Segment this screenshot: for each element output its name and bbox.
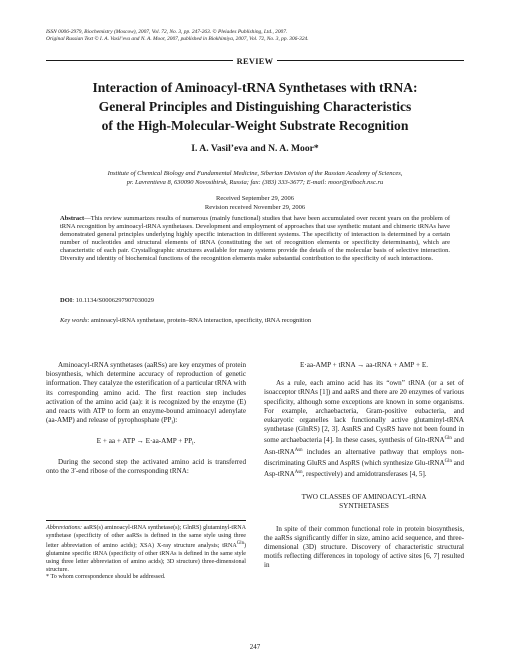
doi-label: DOI (60, 297, 73, 304)
isoacceptor-paragraph (264, 379, 464, 479)
affiliation-line-1: Institute of Chemical Biology and Fundamental Medicine, Siberian Division of the Russian Academy of Sciences, (107, 170, 403, 177)
intro-text: Aminoacyl-tRNA synthetases (aaRSs) are key enzymes of protein biosynthesis, which determine accuracy of reproduction of genetic information. They catalyze the esterification of a particular tRNA with its corresponding amino acid. The first reaction step includes activation of the amino acid (aa): it is recognized by the enzyme (E) and reacts with ATP to form an enzyme-bound aminoacyl adenylate (aa-AMP) and release of pyrophosphate (PP (46, 361, 246, 425)
left-column (46, 361, 246, 476)
revised-date: Revision received November 29, 2006 (204, 204, 306, 211)
keywords (60, 317, 311, 324)
footnote-rule (46, 520, 246, 521)
abstract-text: —This review summarizes results of numerous (mainly functional) studies that have been accumulated over recent years on the problem of tRNA recognition by aminoacyl-tRNA synthetases. Development and employment of approaches that use synthetic mutant and chimeric tRNAs have demonstrated general principles underlying highly specific interaction in different systems. The specificity of interaction is determined by a certain number of nucleotides and structural elements of tRNA (constituting the set of recognition elements or specificity determinants), which are characteristic of each pair. Crystallographic structures available for many systems provide the details of the molecular basis of selective interaction. Diversity and identity of biochemical functions of the recognition elements make substantial contribution to the specificity of such interactions. (60, 215, 450, 263)
doi (60, 297, 154, 304)
page-number: 247 (249, 643, 261, 651)
received-date: Received September 29, 2006 (216, 195, 294, 202)
p3-sup-gln-2: Gln (444, 458, 452, 464)
intro-subscript: i (171, 420, 173, 426)
abbreviations-note (46, 525, 246, 574)
p3-sup-asn-2: Asn (294, 470, 303, 476)
intro-paragraph (46, 361, 246, 428)
section-heading-line-1: TWO CLASSES OF AMINOACYL-tRNA (301, 493, 427, 502)
journal-header-line-2: Original Russian Text © I. A. Vasil’eva and N. A. Moor, 2007, published in Biokhimiya, 2007, Vol. 72, No. 3, pp. 306-324. (46, 36, 309, 42)
section-heading (264, 493, 464, 511)
keywords-label: Key words (60, 317, 88, 324)
section-label-wrap (0, 57, 510, 66)
p3-a: As a rule, each amino acid has its “own” tRNA (or a set of isoacceptor tRNAs [1]) and aaRS and there are 20 enzymes of various specificity, although some exceptions are known in some organisms. For example, archaebacteria, Gram-positive eubacteria, and eukaryotic organelles lack functionally active glutaminyl-tRNA synthetase (GlnRS) [2, 3]. AsnRS and CysRS have not been found in some archaebacteria [4]. In these cases, synthesis of Gln-tRNA (264, 379, 464, 445)
abbreviations-text-a: aaRS(s) aminoacyl-tRNA synthetase(s); GlnRS) glutaminyl-tRNA synthetase (specificity of other aaRSs is defined in the same style using three letter abbreviation of amino acids); XSA) X-ray structure analysis; tRNA (46, 525, 246, 550)
equation-1-text: E + aa + ATP → E·aa-AMP + PP (96, 436, 193, 445)
abstract (60, 215, 450, 264)
classes-paragraph: In spite of their common functional role in protein biosynthesis, the aaRSs significantly differ in size, amino acid sequence, and three-dimensional (3D) structure. Discovery of characteristic structural motifs reflecting differences in topology of active sites [6, 7] resulted in (264, 524, 464, 570)
p3-sup-asn: Asn (294, 447, 303, 453)
correspondence-note: * To whom correspondence should be addressed. (46, 574, 166, 581)
equation-2: E·aa-AMP + tRNA → aa-tRNA + AMP + E. (299, 361, 429, 369)
p3-sup-gln: Gln (444, 436, 452, 442)
section-label: REVIEW (233, 57, 278, 66)
p3-b: and Asn-tRNA (264, 436, 464, 456)
doi-value: : 10.1134/S0006297907030029 (72, 297, 155, 304)
journal-header-line-1: ISSN 0006-2979, Biochemistry (Moscow), 2007, Vol. 72, No. 3, pp. 247-263. © Pleiades Publishing, Ltd., 2007. (46, 29, 288, 35)
abstract-label: Abstract (60, 215, 85, 222)
keywords-value: : aminoacyl-tRNA synthetase, protein–RNA interaction, specificity, tRNA recognition (87, 317, 312, 324)
paper-title (40, 78, 470, 135)
p3-e: , respectively) and amidotransferases [4, 5]. (302, 470, 427, 479)
abbreviations-superscript: Gln (236, 541, 244, 547)
abbreviations-label: Abbreviations: (46, 525, 82, 531)
title-line-2: General Principles and Distinguishing Characteristics (98, 99, 412, 114)
second-step-paragraph: During the second step the activated amino acid is transferred onto the 3′-end ribose of the corresponding tRNA: (46, 457, 246, 475)
title-line-3: of the High-Molecular-Weight Substrate Recognition (101, 118, 409, 133)
affiliation (60, 170, 450, 187)
equation-1-end: . (193, 436, 196, 445)
authors: I. A. Vasil’eva and N. A. Moor* (191, 143, 319, 154)
section-heading-line-2: SYNTHETASES (339, 502, 389, 511)
abbreviations-text-b: ) glutamine specific tRNA (specificity of other tRNAs is defined in the same style using three letter abbreviation of amino acids); 3D structure) three-dimensional structure. (46, 543, 246, 573)
title-line-1: Interaction of Aminoacyl-tRNA Synthetases with tRNA: (92, 80, 418, 95)
equation-1-subscript: i (192, 441, 194, 447)
affiliation-line-2: pr. Lavrentieva 8, 630090 Novosibirsk, Russia; fax: (383) 333-3677; E-mail: moor@niboch.nsc.ru (126, 178, 384, 186)
right-column (264, 361, 464, 571)
footnotes (46, 525, 246, 582)
intro-end: ): (172, 416, 178, 425)
p3-d: and Asp-tRNA (264, 458, 464, 479)
received-dates (0, 194, 510, 212)
equation-1 (46, 437, 246, 449)
p3-c: includes an alternative pathway that employs non-discriminating GluRS and AspRS (which synthesize Glu-tRNA (264, 447, 464, 467)
